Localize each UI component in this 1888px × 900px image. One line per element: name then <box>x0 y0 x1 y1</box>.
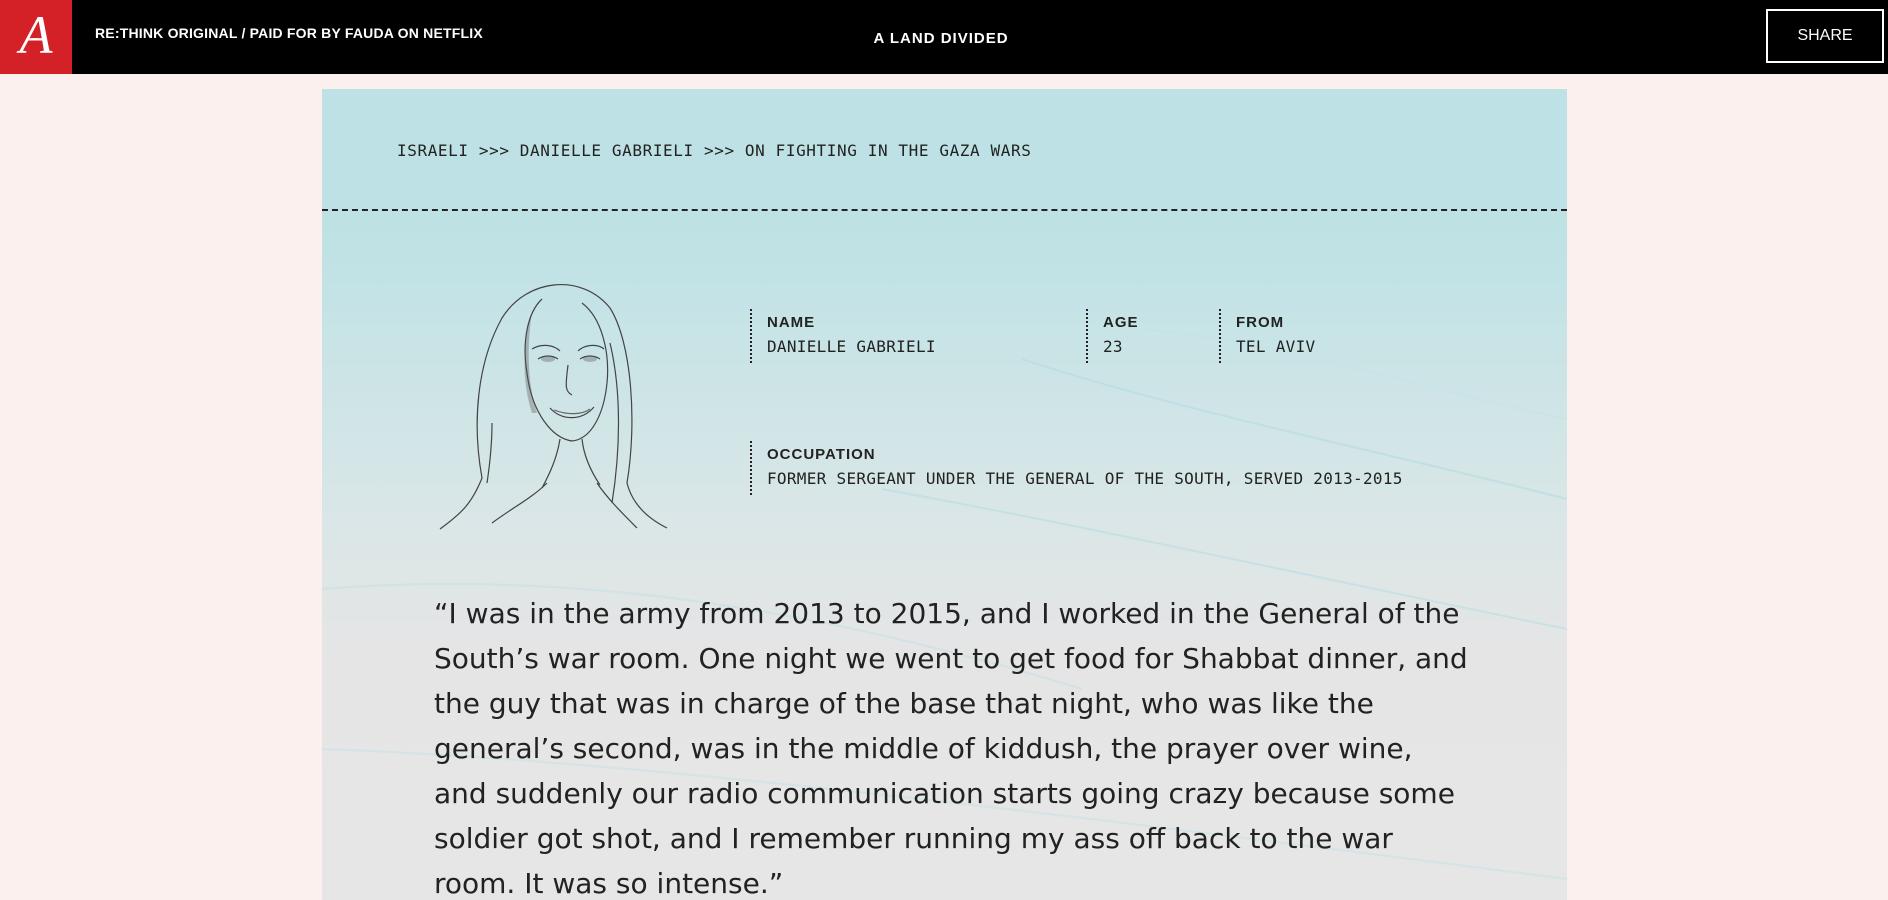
from-label: FROM <box>1236 314 1285 331</box>
age-label: AGE <box>1103 314 1139 331</box>
share-button[interactable]: SHARE <box>1766 9 1884 63</box>
top-bar <box>0 0 1888 74</box>
name-label: NAME <box>767 314 816 331</box>
age-value: 23 <box>1103 337 1123 356</box>
dashed-divider <box>322 209 1567 211</box>
from-field <box>1219 309 1315 363</box>
quote-text: “I was in the army from 2013 to 2015, and I worked in the General of the South’s war room. One night we went to get food for Shabbat dinner, and the guy that was in charge of the base that night, who was like the general’s second, was in the middle of kiddush, the prayer over wine, and suddenly our radio communication starts going crazy because some soldier got shot, and I remember running my ass off back to the war room. It was so intense.” <box>434 597 1468 900</box>
age-field <box>1086 309 1139 363</box>
name-value: DANIELLE GABRIELI <box>767 337 936 356</box>
from-value: TEL AVIV <box>1236 337 1316 356</box>
occupation-label: OCCUPATION <box>767 446 876 463</box>
portrait-sketch-icon <box>432 273 692 533</box>
name-field <box>750 309 936 363</box>
profile-card <box>322 89 1567 900</box>
occupation-field <box>750 441 1403 495</box>
sponsor-label: RE:THINK ORIGINAL / PAID FOR BY FAUDA ON NETFLIX <box>95 25 483 41</box>
logo-letter: A <box>19 5 53 65</box>
section-title: A LAND DIVIDED <box>873 30 1009 47</box>
occupation-value: FORMER SERGEANT UNDER THE GENERAL OF THE SOUTH, SERVED 2013-2015 <box>767 469 1403 488</box>
breadcrumb: ISRAELI >>> DANIELLE GABRIELI >>> ON FIGHTING IN THE GAZA WARS <box>397 141 1032 160</box>
